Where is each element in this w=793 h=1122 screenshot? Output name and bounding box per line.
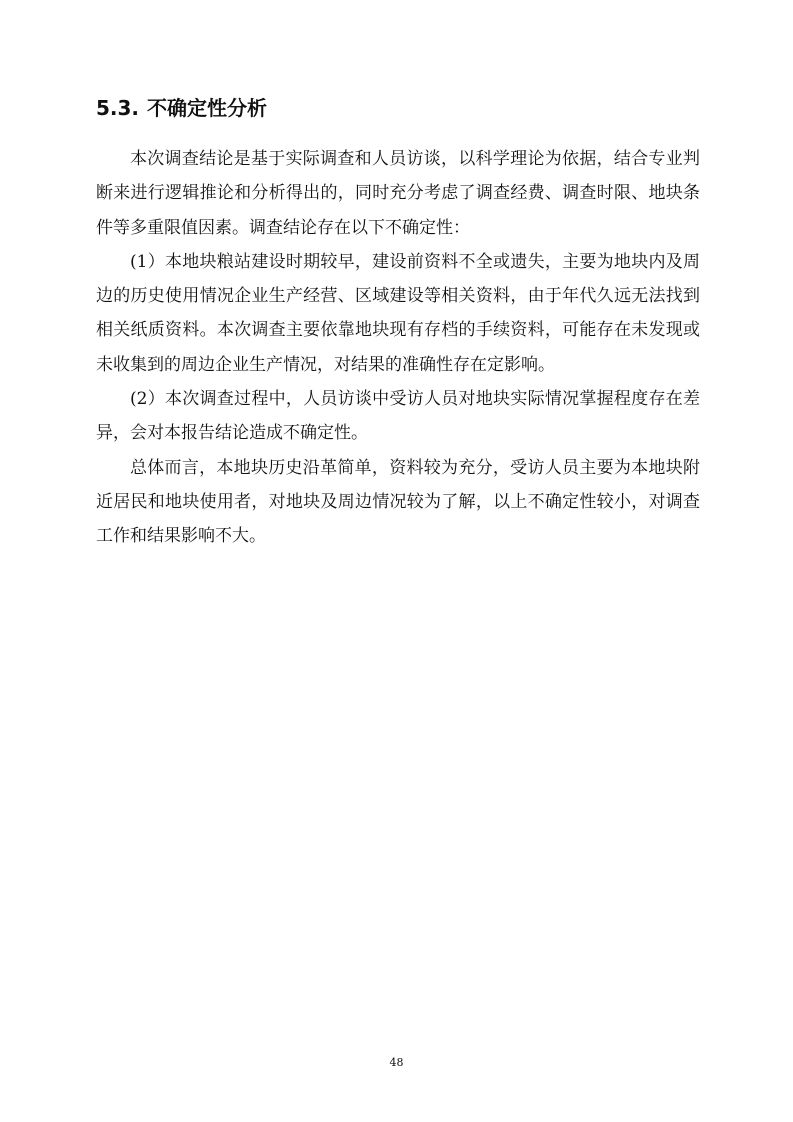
section-heading <box>96 94 267 122</box>
section-number: 5.3. <box>96 96 140 120</box>
section-body <box>96 142 700 554</box>
page-number: 48 <box>389 1056 404 1069</box>
section-title: 不确定性分析 <box>147 96 268 120</box>
paragraph-summary: 总体而言，本地块历史沿革简单，资料较为充分，受访人员主要为本地块附近居民和地块使用者，对地块及周边情况较为了解，以上不确定性较小，对调查工作和结果影响不大。 <box>96 457 700 547</box>
paragraph-intro: 本次调查结论是基于实际调查和人员访谈，以科学理论为依据，结合专业判断来进行逻辑推论和分析得出的，同时充分考虑了调查经费、调查时限、地块条件等多重限值因素。调查结论存在以下不确定性： <box>96 149 700 238</box>
paragraph-item-2: (2）本次调查过程中，人员访谈中受访人员对地块实际情况掌握程度存在差异，会对本报告结论造成不确定性。 <box>96 389 700 444</box>
paragraph-item-1: (1）本地块粮站建设时期较早，建设前资料不全或遗失，主要为地块内及周边的历史使用情况企业生产经营、区域建设等相关资料，由于年代久远无法找到相关纸质资料。本次调查主要依靠地块现有存档的手续资料，可能存在未发现或未收集到的周边企业生产情况，对结果的准确性存在定影响。 <box>96 251 700 375</box>
